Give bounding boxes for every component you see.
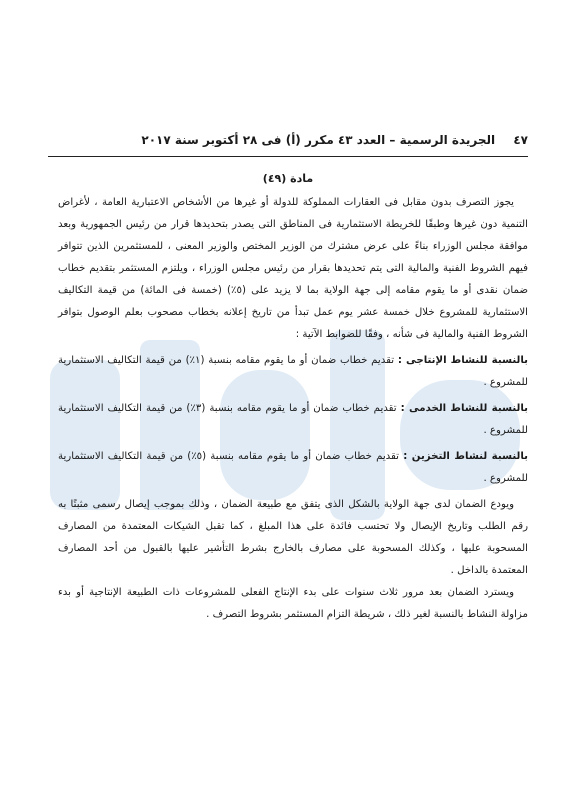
refund-paragraph: ويسترد الضمان بعد مرور ثلاث سنوات على بدء الإنتاج الفعلى للمشروعات ذات الطبيعة الإنتاجية أو بدء مزاولة النشاط بالنسبة لغير ذلك ، شريطة التزام المستثمر بشروط التصرف .: [58, 587, 528, 620]
item-text: تقديم خطاب ضمان أو ما يقوم مقامه بنسبة (١٪) من قيمة التكاليف الاستثمارية للمشروع .: [58, 355, 528, 388]
item-label: بالنسبة لنشاط التخزين :: [403, 451, 528, 462]
item-text: تقديم خطاب ضمان أو ما يقوم مقامه بنسبة (٣٪) من قيمة التكاليف الاستثمارية للمشروع .: [58, 403, 528, 436]
deposit-paragraph: ويودع الضمان لدى جهة الولاية بالشكل الذى يتفق مع طبيعة الضمان ، وذلك بموجب إيصال رسمى مثبتًا به رقم الطلب وتاريخ الإيصال ولا تحتسب فائدة على هذا المبلغ ، كما تقبل الشيكات المعتمدة من المصارف المسحوبة عليها ، وكذلك المسحوبة على مصارف بالخارج بشرط التأشير عليها بالقبول من أحد المصارف المعتمدة بالداخل .: [58, 499, 528, 576]
item-label: بالنسبة للنشاط الخدمى :: [400, 403, 528, 414]
header-rule: [48, 156, 528, 157]
list-item: [58, 398, 528, 442]
document-page: [48, 0, 528, 800]
article-intro: يجوز التصرف بدون مقابل فى العقارات المملوكة للدولة أو غيرها من الأشخاص الاعتبارية العامة ، لأغراض التنمية دون غيرها وطبقًا للخريطة الاستثمارية فى المناطق التى يصدر بتحديدها قرار من رئيس الجمهورية وبعد موافقة مجلس الوزراء بناءً على عرض مشترك من الوزير المختص والوزير المعنى ، للمستثمرين الذين تتوافر فيهم الشروط الفنية والمالية التى يتم تحديدها بقرار من رئيس مجلس الوزراء ، ويلتزم المستثمر بتقديم خطاب ضمان نقدى أو ما يقوم مقامه إلى جهة الولاية بما لا يزيد على (٥٪) (خمسة فى المائة) من قيمة التكاليف الاستثمارية للمشروع خلال خمسة عشر يوم عمل تبدأ من تاريخ إعلانه بخطاب مصحوب بعلم الوصول بتوافر الشروط الفنية والمالية فى شأنه ، وفقًا للضوابط الآتية :: [58, 197, 528, 340]
article-body: [58, 192, 528, 626]
list-item: [58, 350, 528, 394]
page-number: ٤٧: [513, 133, 528, 147]
article-heading: مادة (٤٩): [262, 172, 314, 185]
page-header: [48, 133, 528, 147]
item-label: بالنسبة للنشاط الإنتاجى :: [397, 355, 528, 366]
gazette-title: الجريدة الرسمية – العدد ٤٣ مكرر (أ) فى ٢٨ أكتوبر سنة ٢٠١٧: [141, 133, 496, 147]
item-text: تقديم خطاب ضمان أو ما يقوم مقامه بنسبة (٥٪) من قيمة التكاليف الاستثمارية للمشروع .: [58, 451, 528, 484]
list-item: [58, 446, 528, 490]
